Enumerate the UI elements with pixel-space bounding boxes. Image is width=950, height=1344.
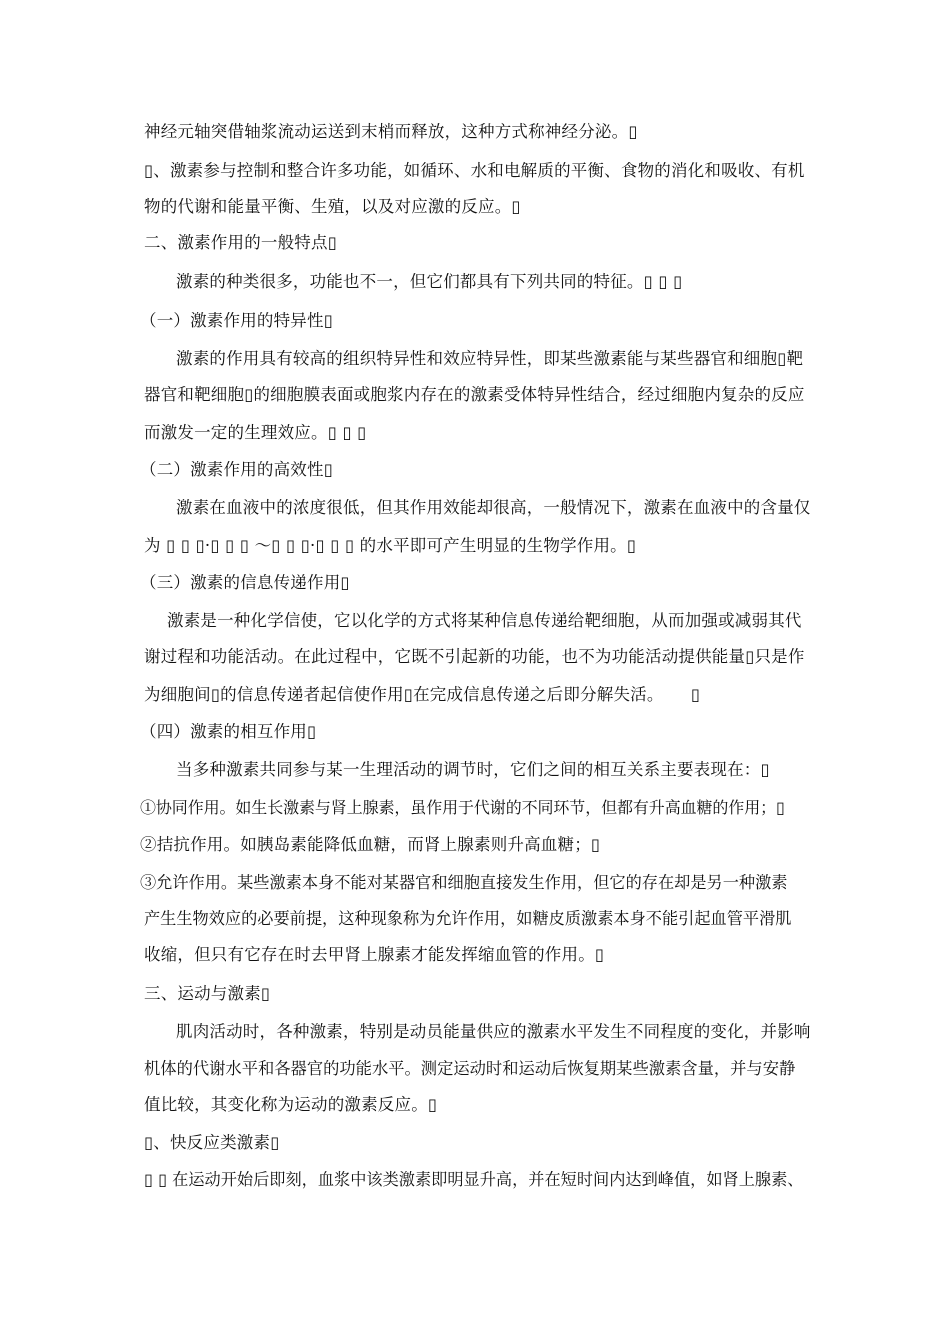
line-text: 在运动开始后即刻，血浆中该类激素即明显升高，并在短时间内达到峰值，如肾上腺素、 [172, 1170, 804, 1189]
missing-glyph: ▯ [344, 536, 355, 555]
text-line [144, 535, 636, 557]
line-text: · [310, 536, 316, 555]
heading-text: （三）激素的信息传递作用 [140, 573, 341, 592]
missing-glyph: ▯ [403, 685, 414, 704]
text-line [167, 610, 802, 632]
missing-glyph: ▯ [225, 536, 235, 555]
line-text: 神经元轴突借轴浆流动运送到末梢而释放，这种方式称神经分泌。 [144, 122, 629, 141]
section-heading [144, 232, 337, 254]
missing-glyph: ▯ [244, 385, 254, 404]
heading-text: 二、激素作用的一般特点 [144, 233, 328, 252]
missing-glyph: ▯ [180, 536, 191, 555]
missing-glyph: ▯ [144, 1170, 153, 1189]
heading-text: 、快反应类激素 [153, 1133, 271, 1152]
line-text: 在完成信息传递之后即分解失活。 [413, 685, 664, 704]
line-text: ③允许作用。某些激素本身不能对某器官和细胞直接发生作用，但它的存在却是另一种激素 [140, 873, 788, 892]
missing-glyph: ▯ [327, 233, 337, 252]
text-line [144, 1094, 437, 1116]
list-item [140, 834, 600, 856]
line-text: ①协同作用。如生长激素与肾上腺素，虽作用于代谢的不同环节，但都有升高血糖的作用； [140, 798, 777, 817]
missing-glyph: ▯ [777, 349, 787, 368]
missing-glyph: ▯ [643, 272, 653, 291]
line-text: 靶 [786, 349, 804, 368]
missing-glyph: ▯ [626, 536, 637, 555]
missing-glyph: ▯ [210, 685, 221, 704]
line-text: 而激发一定的生理效应。 [144, 423, 328, 442]
heading-text: 三、运动与激素 [144, 984, 261, 1003]
text-line [144, 196, 521, 218]
line-text: 器官和靶细胞 [144, 385, 245, 404]
text-line [176, 497, 811, 519]
list-item [140, 872, 788, 894]
missing-glyph: ▯ [270, 1133, 280, 1152]
subsection-heading [144, 1132, 279, 1154]
missing-glyph: ▯ [300, 536, 311, 555]
heading-text: （一）激素作用的特异性 [140, 311, 324, 330]
missing-glyph: ▯ [307, 722, 317, 741]
line-text: 当多种激素共同参与某一生理活动的调节时，它们之间的相互关系主要表现在： [176, 760, 761, 779]
line-text: · [204, 536, 211, 555]
missing-glyph: ▯ [590, 835, 601, 854]
line-text: 产生生物效应的必要前提，这种现象称为允许作用，如糖皮质激素本身不能引起血管平滑肌 [144, 909, 792, 928]
text-line [176, 759, 770, 781]
line-text: 激素的种类很多，功能也不一，但它们都具有下列共同的特征。 [176, 272, 644, 291]
text-line [144, 121, 638, 143]
line-text: 肌肉活动时，各种激素，特别是动员能量供应的激素水平发生不同程度的变化，并影响 [176, 1022, 811, 1041]
missing-glyph: ▯ [144, 1133, 154, 1152]
missing-glyph: ▯ [323, 311, 333, 330]
missing-glyph: ▯ [658, 272, 668, 291]
text-line [144, 944, 604, 966]
text-line [144, 684, 700, 706]
missing-glyph: ▯ [158, 1170, 167, 1189]
missing-glyph: ▯ [210, 536, 220, 555]
missing-glyph: ▯ [286, 536, 296, 555]
subsection-heading [140, 572, 350, 594]
text-line [144, 646, 805, 668]
line-text: 激素是一种化学信使，它以化学的方式将某种信息传递给靶细胞，从而加强或减弱其代 [167, 611, 802, 630]
text-line [144, 908, 792, 930]
heading-text: （四）激素的相互作用 [140, 722, 307, 741]
text-line [144, 384, 805, 406]
missing-glyph: ▯ [323, 460, 333, 479]
missing-glyph: ▯ [511, 197, 521, 216]
missing-glyph: ▯ [166, 536, 176, 555]
line-text: 值比较，其变化称为运动的激素反应。 [144, 1095, 428, 1114]
line-text: 激素的作用具有较高的组织特异性和效应特异性，即某些激素能与某些器官和细胞 [176, 349, 778, 368]
line-text: 只是作 [754, 647, 805, 666]
text-line [144, 422, 366, 444]
line-text: 为细胞间 [144, 685, 211, 704]
line-text: 谢过程和功能活动。在此过程中，它既不引起新的功能，也不为功能活动提供能量 [144, 647, 746, 666]
heading-text: （二）激素作用的高效性 [140, 460, 324, 479]
missing-glyph: ▯ [357, 423, 367, 442]
missing-glyph: ▯ [239, 536, 250, 555]
missing-glyph: ▯ [745, 647, 755, 666]
missing-glyph: ▯ [260, 984, 271, 1003]
missing-glyph: ▯ [327, 423, 337, 442]
line-text: 、激素参与控制和整合许多功能，如循环、水和电解质的平衡、食物的消化和吸收、有机 [153, 161, 805, 180]
section-heading [144, 983, 270, 1005]
missing-glyph: ▯ [776, 798, 785, 817]
text-line [144, 1058, 795, 1080]
line-text: 的信息传递者起信使作用 [220, 685, 404, 704]
text-line [144, 1169, 803, 1191]
line-text: 物的代谢和能量平衡、生殖，以及对应激的反应。 [144, 197, 512, 216]
text-line [176, 271, 682, 293]
line-text: 为 [144, 536, 161, 555]
missing-glyph: ▯ [690, 685, 701, 704]
line-text: 的细胞膜表面或胞浆内存在的激素受体特异性结合，经过细胞内复杂的反应 [253, 385, 805, 404]
subsection-heading [140, 310, 333, 332]
missing-glyph: ▯ [427, 1095, 438, 1114]
line-text: ～ [254, 536, 272, 555]
line-text: ②拮抗作用。如胰岛素能降低血糖，而肾上腺素则升高血糖； [140, 835, 591, 854]
missing-glyph: ▯ [594, 945, 605, 964]
line-text: 收缩，但只有它存在时去甲肾上腺素才能发挥缩血管的作用。 [144, 945, 595, 964]
missing-glyph: ▯ [760, 760, 770, 779]
list-item [140, 797, 785, 819]
missing-glyph: ▯ [144, 161, 154, 180]
missing-glyph: ▯ [315, 536, 325, 555]
missing-glyph: ▯ [673, 272, 683, 291]
missing-glyph: ▯ [271, 536, 281, 555]
missing-glyph: ▯ [195, 536, 205, 555]
text-line [176, 348, 803, 370]
missing-glyph: ▯ [330, 536, 340, 555]
text-line [144, 160, 805, 182]
line-text: 的水平即可产生明显的生物学作用。 [359, 536, 627, 555]
line-text: 机体的代谢水平和各器官的功能水平。测定运动时和运动后恢复期某些激素含量，并与安静 [144, 1059, 796, 1078]
text-line [176, 1021, 811, 1043]
missing-glyph: ▯ [628, 122, 638, 141]
subsection-heading [140, 459, 333, 481]
missing-glyph: ▯ [340, 573, 350, 592]
line-text: 激素在血液中的浓度很低，但其作用效能却很高，一般情况下，激素在血液中的含量仅 [176, 498, 811, 517]
missing-glyph: ▯ [342, 423, 352, 442]
subsection-heading [140, 721, 316, 743]
